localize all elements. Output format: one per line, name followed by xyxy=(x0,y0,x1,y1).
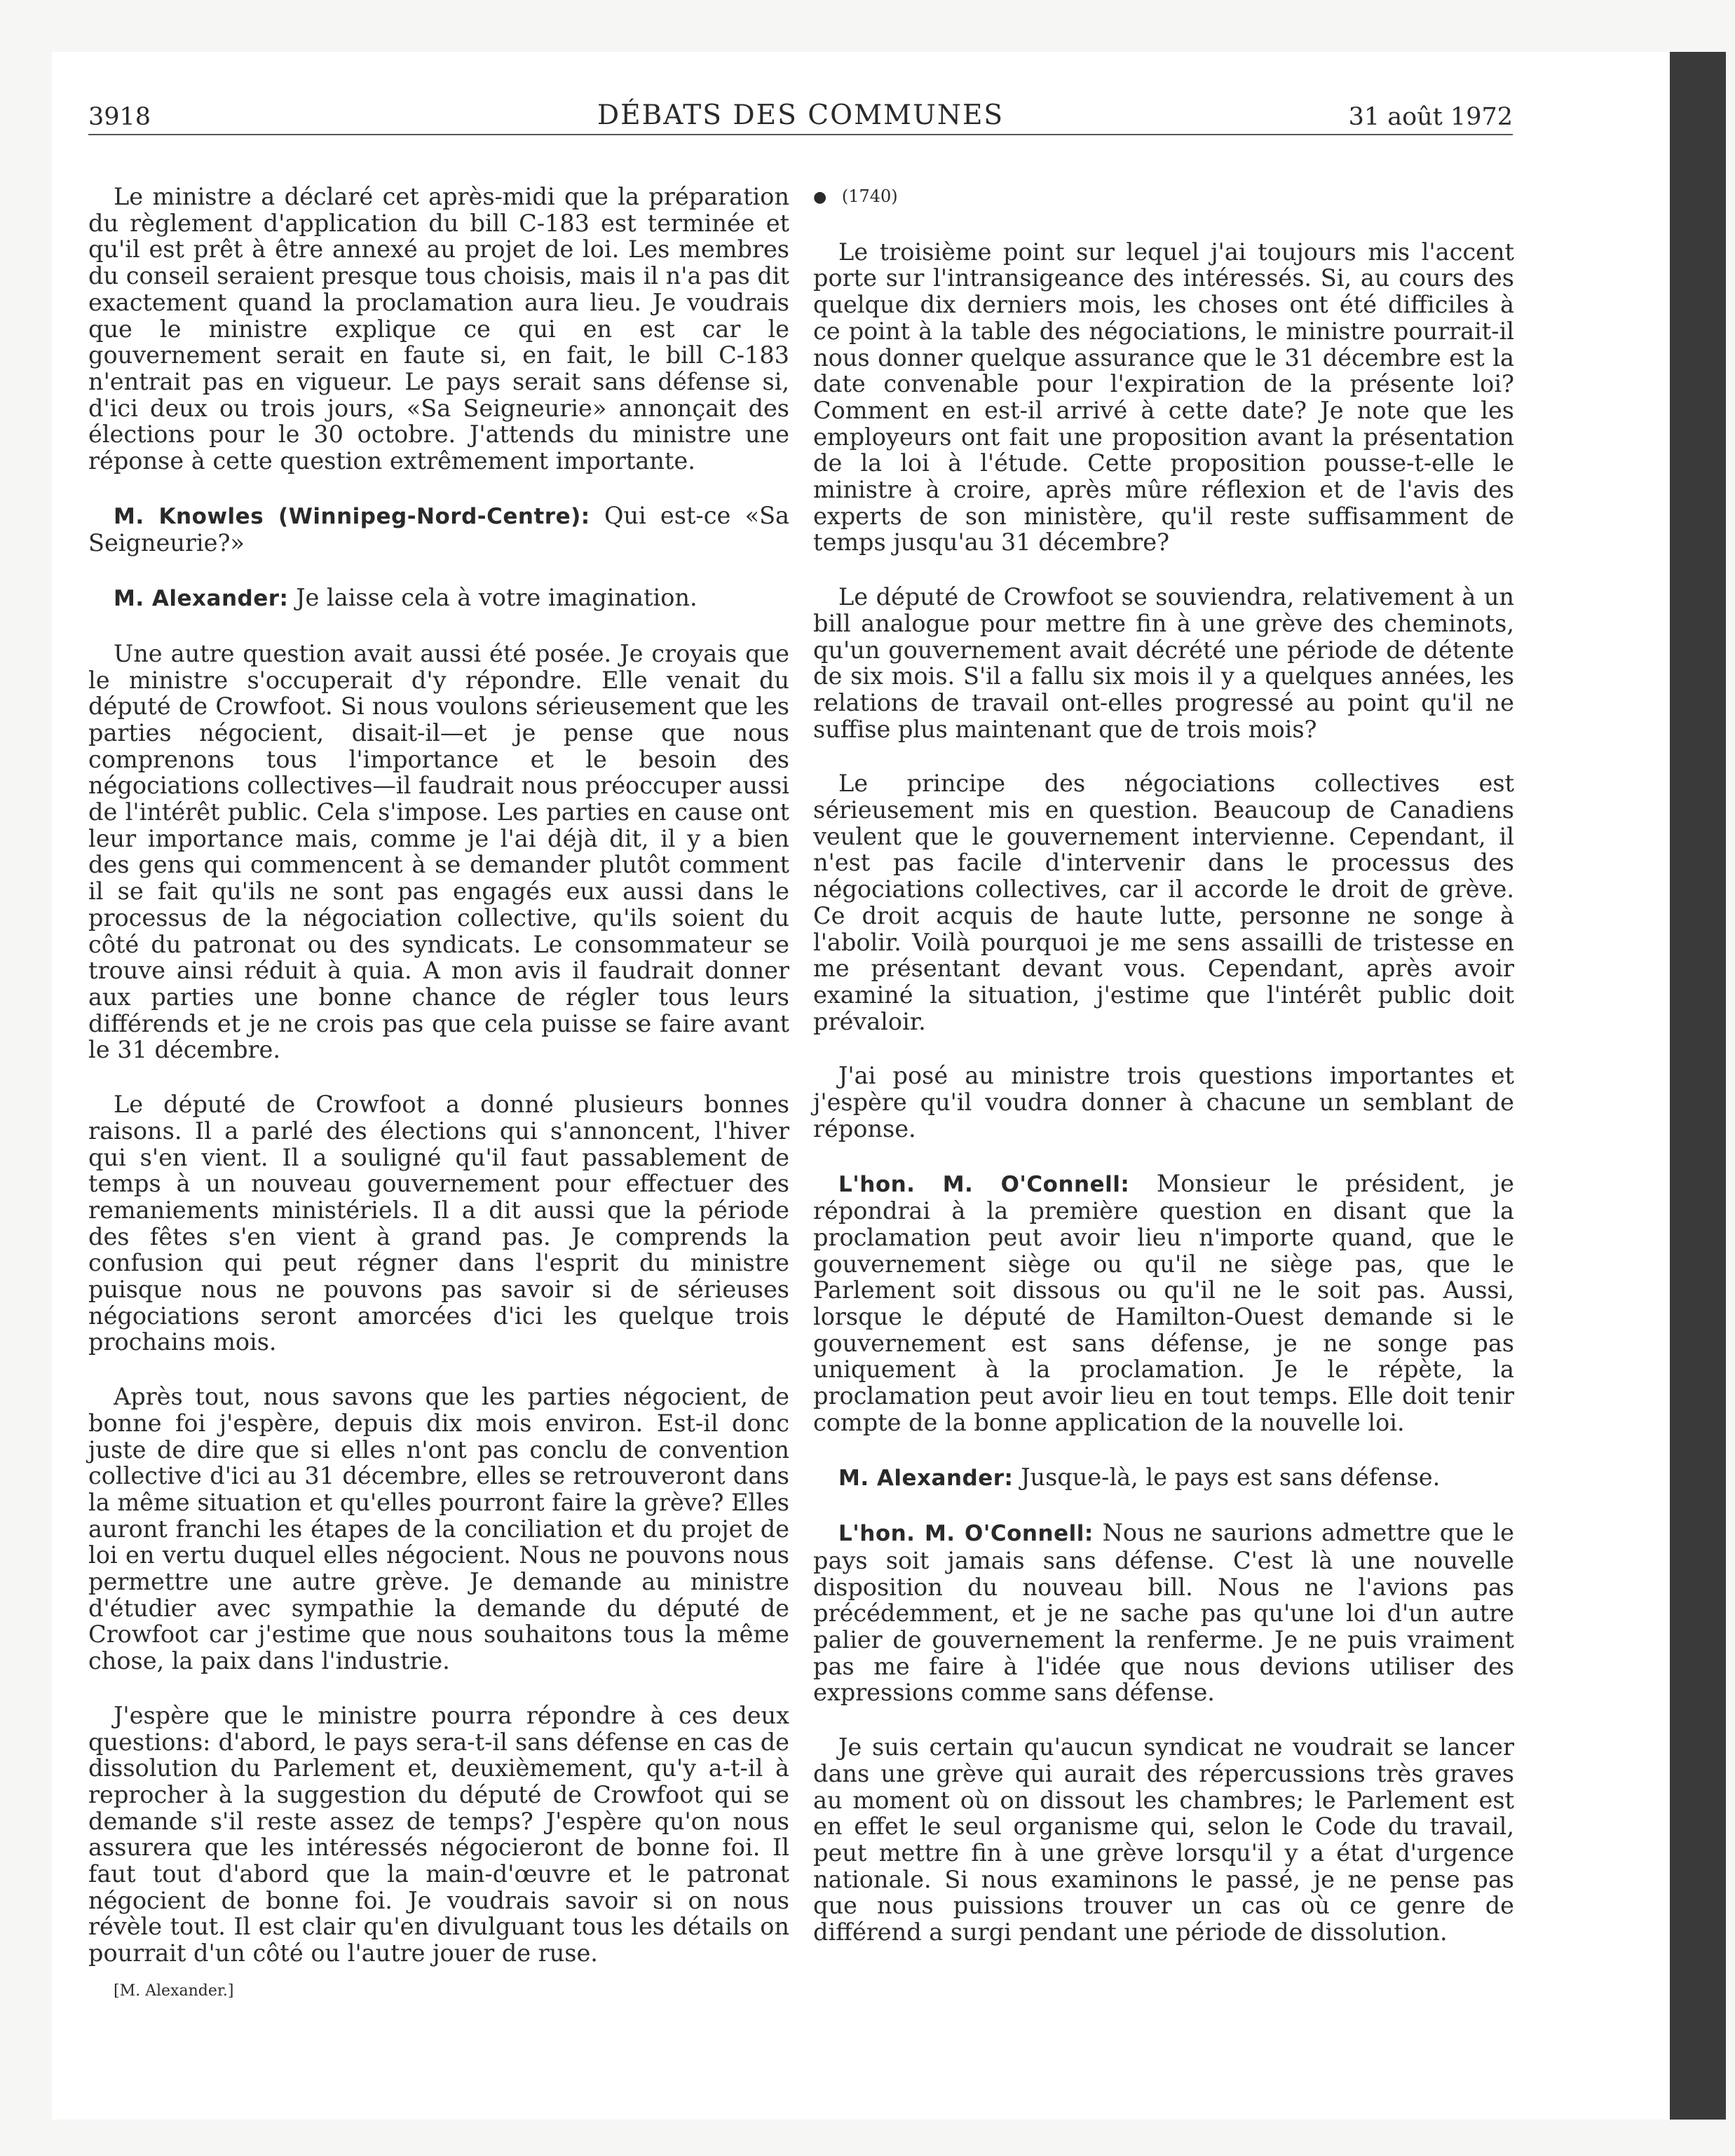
speech-text: Nous ne saurions admettre que le pays soit jamais sans défense. C'est là une nouvelle disposition du nouveau bill. Nous ne l'avions pas précédemment, et je ne sache pas qu'une loi d'un autre palier de gouvernement la renferme. Je ne puis vraiment pas me faire à l'idée que nous devions utiliser des expressions comme sans défense. xyxy=(813,1519,1514,1707)
speech-text: Qui est-ce «Sa Seigneurie?» xyxy=(88,501,789,557)
paragraph: Je suis certain qu'aucun syndicat ne voudrait se lancer dans une grève qui aurait des répercussions très graves au moment où on dissout les chambres; le Parlement est en effet le seul organisme qui, selon le Code du travail, peut mettre fin à une grève lorsqu'il y a état d'urgence nationale. Si nous examinons le passé, je ne pense pas que nous puissions trouver un cas où ce genre de différend a surgi pendant une période de dissolution. xyxy=(813,1733,1514,1946)
speech-knowles xyxy=(88,503,789,557)
speaker-name: M. Alexander: xyxy=(838,1465,1014,1491)
speech-text: Monsieur le président, je répondrai à la première question en disant que la proclamation peut avoir lieu n'importe quand, que le gouvernement siège ou qu'il ne siège pas, que le Parlement soit dissous ou qu'il ne le soit pas. Aussi, lorsque le député de Hamilton-Ouest demande si le gouvernement est sans défense, je ne songe pas uniquement à la proclamation. Je le répète, la proclamation peut avoir lieu en tout temps. Elle doit tenir compte de la bonne application de la nouvelle loi. xyxy=(813,1169,1514,1436)
page-date: 31 août 1972 xyxy=(1348,103,1513,131)
paragraph: Après tout, nous savons que les parties négocient, de bonne foi j'espère, depuis dix mois environ. Est-il donc juste de dire que si elles n'ont pas conclu de convention collective d'ici au 31 décembre, elles se retrouveront dans la même situation et qu'elles pourront faire la grève? Elles auront franchi les étapes de la conciliation et du projet de loi en vertu duquel elles négocient. Nous ne pouvons nous permettre une autre grève. Je demande au ministre d'étudier avec sympathie la demande du député de Crowfoot car j'estime que nous souhaitons tous la même chose, la paix dans l'industrie. xyxy=(88,1383,789,1675)
publication-title: DÉBATS DES COMMUNES xyxy=(597,100,1005,131)
speaker-name: L'hon. M. O'Connell: xyxy=(838,1521,1094,1547)
paragraph: J'espère que le ministre pourra répondre à ces deux questions: d'abord, le pays sera-t-il sans défense en cas de dissolution du Parlement et, deuxièmement, qu'y a-t-il à reprocher à la suggestion du député de Crowfoot qui se demande s'il reste assez de temps? J'espère qu'on nous assurera que les intéressés négocieront de bonne foi. Il faut tout d'abord que la main-d'œuvre et le patronat négocient de bonne foi. Je voudrais savoir si on nous révèle tout. Il est clair qu'en divulguant tous les détails on pourrait d'un côté ou l'autre jouer de ruse. xyxy=(88,1701,789,1967)
speech-alexander xyxy=(88,585,789,613)
speaker-name: M. Alexander: xyxy=(114,586,289,612)
paragraph: Le troisième point sur lequel j'ai toujours mis l'accent porte sur l'intransigeance des intéressés. Si, au cours des quelque dix derniers mois, les choses ont été difficiles à ce point à la table des négociations, le ministre pourrait-il nous donner quelque assurance que le 31 décembre est la date convenable pour l'expiration de la présente loi? Comment en est-il arrivé à cette date? Je note que les employeurs ont fait une proposition avant la présentation de la loi à l'étude. Cette proposition pousse-t-elle le ministre à croire, après mûre réflexion et de l'avis des experts de son ministère, qu'il reste suffisamment de temps jusqu'au 31 décembre? xyxy=(813,238,1514,557)
page-number: 3918 xyxy=(88,103,151,131)
right-column xyxy=(813,184,1514,1974)
left-column xyxy=(88,184,789,2033)
paragraph: Le ministre a déclaré cet après-midi que la préparation du règlement d'application du bill C-183 est terminée et qu'il est prêt à être annexé au projet de loi. Les membres du conseil seraient presque tous choisis, mais il n'a pas dit exactement quand la proclamation aura lieu. Je voudrais que le ministre explique ce qui en est car le gouvernement serait en faute si, en fait, le bill C-183 n'entrait pas en vigueur. Le pays serait sans défense si, d'ici deux ou trois jours, «Sa Seigneurie» annonçait des élections pour le 30 octobre. J'attends du ministre une réponse à cette question extrêmement importante. xyxy=(88,183,789,475)
paragraph: Le député de Crowfoot a donné plusieurs bonnes raisons. Il a parlé des élections qui s'annoncent, l'hiver qui s'en vient. Il a souligné qu'il faut passablement de temps à un nouveau gouvernement pour effectuer des remaniements ministériels. Il a dit aussi que la période des fêtes s'en vient à grand pas. Je comprends la confusion qui peut régner dans l'esprit du ministre puisque nous ne pouvons pas savoir si de sérieuses négociations seront amorcées d'ici les quelque trois prochains mois. xyxy=(88,1091,789,1356)
scan-dark-edge xyxy=(1670,52,1726,2120)
speaker-name: L'hon. M. O'Connell: xyxy=(838,1171,1130,1197)
speech-oconnell xyxy=(813,1520,1514,1706)
paragraph: Le principe des négociations collectives est sérieusement mis en question. Beaucoup de Canadiens veulent que le gouvernement intervienne. Cependant, il n'est pas facile d'intervenir dans le processus des négociations collectives, car il accorde le droit de grève. Ce droit acquis de haute lutte, personne ne songe à l'abolir. Voilà pourquoi je me sens assailli de tristesse en me présentant devant vous. Cependant, après avoir examiné la situation, j'estime que l'intérêt public doit prévaloir. xyxy=(813,770,1514,1035)
paragraph: Une autre question avait aussi été posée. Je croyais que le ministre s'occuperait d'y répondre. Elle venait du député de Crowfoot. Si nous voulons sérieusement que les parties négocient, disait-il—et je pense que nous comprenons tous l'importance et le besoin des négociations collectives—il faudrait nous préoccuper aussi de l'intérêt public. Cela s'impose. Les parties en cause ont leur importance mais, comme je l'ai déjà dit, il y a bien des gens qui commencent à se demander plutôt comment il se fait qu'ils ne sont pas engagés eux aussi dans le processus de la négociation collective, qu'ils soient du côté du patronat ou des syndicats. Le consommateur se trouve ainsi réduit à quia. A mon avis il faudrait donner aux parties une bonne chance de régler tous leurs différends et je ne crois pas que cela puisse se faire avant le 31 décembre. xyxy=(88,639,789,1064)
speech-oconnell xyxy=(813,1171,1514,1436)
page-header xyxy=(88,92,1513,135)
speech-text: Jusque-là, le pays est sans défense. xyxy=(1021,1463,1441,1491)
speech-alexander xyxy=(813,1464,1514,1492)
speaker-reference: [M. Alexander.] xyxy=(114,1981,234,2000)
time-marker-text: (1740) xyxy=(841,186,898,206)
speech-text: Je laisse cela à votre imagination. xyxy=(296,584,698,612)
paragraph: J'ai posé au ministre trois questions importantes et j'espère qu'il voudra donner à chacune un semblant de réponse. xyxy=(813,1062,1514,1142)
speaker-name: M. Knowles (Winnipeg-Nord-Centre): xyxy=(114,503,590,529)
paragraph: Le député de Crowfoot se souviendra, relativement à un bill analogue pour mettre fin à une grève des cheminots, qu'un gouvernement avait décrété une période de détente de six mois. S'il a fallu six mois il y a quelques années, les relations de travail ont-elles progressé au point qu'il ne suffise plus maintenant que de trois mois? xyxy=(813,583,1514,743)
time-marker xyxy=(813,184,1514,211)
bullet-icon: ● xyxy=(813,189,827,206)
